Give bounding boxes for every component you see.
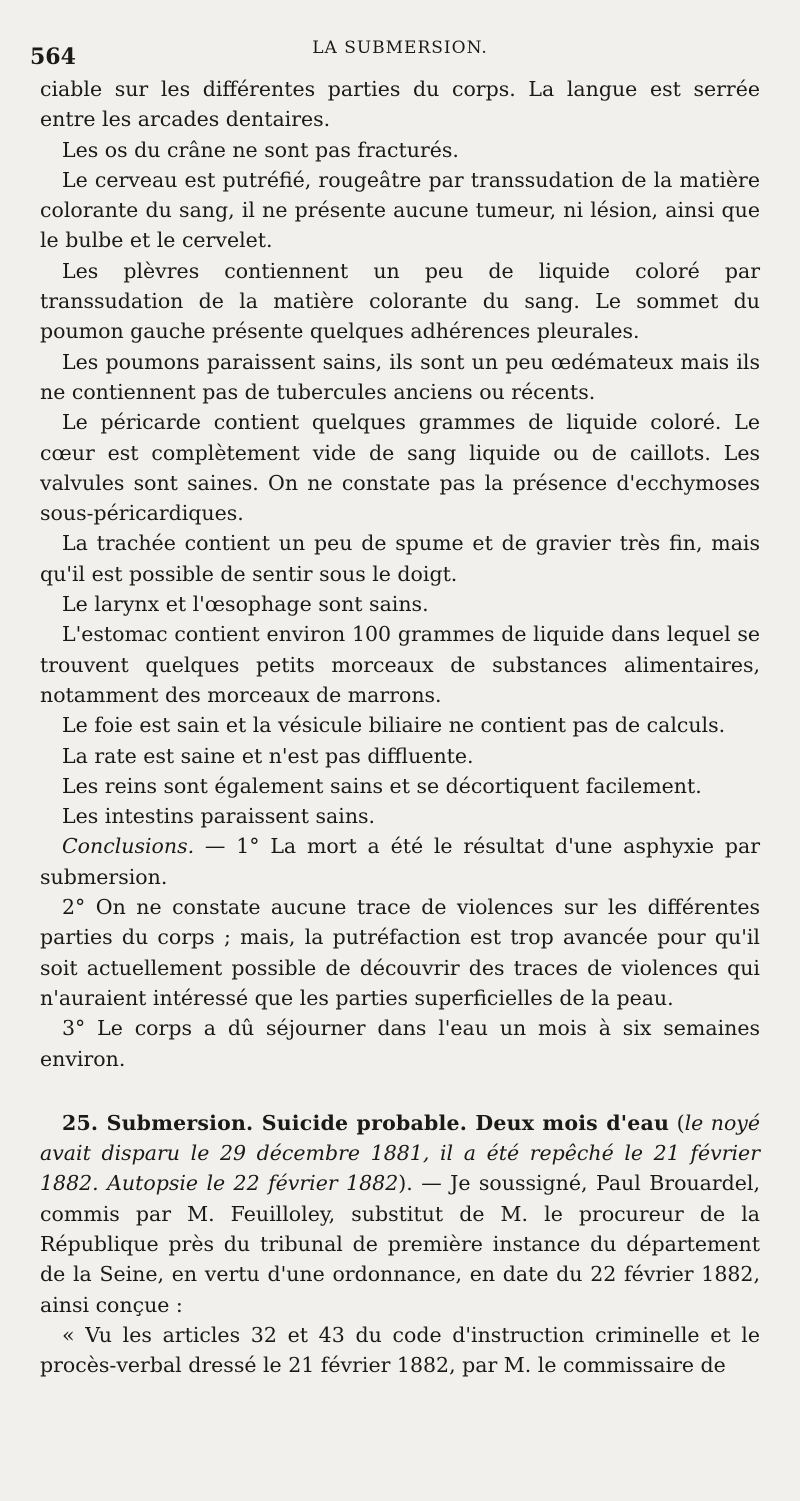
conclusions-label: Conclusions. — [62, 834, 195, 859]
body-text — [40, 74, 760, 1380]
case-body: — Je soussigné, Paul Brouardel, commis par M. Feuilloley, substitut de M. le procureur de la République près du tribunal de première instance du département de la Seine, en vertu d'une ordonnance, en date du 22 février 1882, ainsi conçue : — [40, 1171, 760, 1317]
case-heading: 25. Submersion. Suicide probable. Deux mois d'eau — [62, 1110, 670, 1135]
paragraph: Les os du crâne ne sont pas fracturés. — [62, 137, 459, 162]
case-note: le noyé avait disparu le 29 décembre 1881, il a été repêché le 21 février 1882. Autopsie le 22 février 1882 — [40, 1110, 760, 1196]
page-number: 564 — [30, 44, 76, 70]
paragraph: La rate est saine et n'est pas diffluente. — [62, 743, 474, 768]
paragraph: 2° On ne constate aucune trace de violences sur les différentes parties du corps ; mais, la putréfaction est trop avancée pour qu'il soit actuellement possible de découvrir des traces de violences qui n'auraient intéressé que les parties superficielles de la peau. — [40, 895, 760, 1010]
quote-paragraph: « Vu les articles 32 et 43 du code d'instruction criminelle et le procès-verbal dressé le 21 février 1882, par M. le commissaire de — [40, 1322, 760, 1378]
paragraph: Les plèvres contiennent un peu de liquide coloré par transsudation de la matière colorante du sang. Le sommet du poumon gauche présente quelques adhérences pleurales. — [40, 258, 760, 344]
case-note-open: ( — [669, 1110, 685, 1135]
paragraph: Les poumons paraissent sains, ils sont un peu œdémateux mais ils ne contiennent pas de tubercules anciens ou récents. — [40, 349, 760, 404]
paragraph: Les intestins paraissent sains. — [62, 804, 376, 829]
paragraph: Le foie est sain et la vésicule biliaire ne contient pas de calculs. — [62, 713, 726, 738]
running-title: LA SUBMERSION. — [312, 38, 488, 58]
page-header — [30, 34, 760, 74]
section-gap — [40, 1074, 760, 1108]
conclusions-paragraph — [40, 831, 760, 892]
paragraph: 3° Le corps a dû séjourner dans l'eau un mois à six semaines environ. — [40, 1016, 760, 1071]
conclusions-text: — 1° La mort a été le résultat d'une asphyxie par submersion. — [40, 834, 760, 889]
paragraph: Le cerveau est putréfié, rougeâtre par transsudation de la matière colorante du sang, il ne présente aucune tumeur, ni lésion, ainsi que le bulbe et le cervelet. — [40, 167, 760, 253]
paragraph: Les reins sont également sains et se décortiquent facilement. — [62, 773, 702, 798]
paragraph: L'estomac contient environ 100 grammes de liquide dans lequel se trouvent quelques petits morceaux de substances alimentaires, notamment des morceaux de marrons. — [40, 622, 760, 707]
paragraph: ciable sur les différentes parties du corps. La langue est serrée entre les arcades dentaires. — [40, 77, 760, 132]
paragraph: La trachée contient un peu de spume et de gravier très fin, mais qu'il est possible de sentir sous le doigt. — [40, 531, 760, 586]
case-note-close: ). — [398, 1171, 413, 1196]
paragraph: Le larynx et l'œsophage sont sains. — [62, 592, 429, 617]
paragraph: Le péricarde contient quelques grammes de liquide coloré. Le cœur est complètement vide de sang liquide ou de caillots. Les valvules sont saines. On ne constate pas la présence d'ecchymoses sous-péricardiques. — [40, 410, 760, 526]
case-paragraph — [40, 1108, 760, 1320]
